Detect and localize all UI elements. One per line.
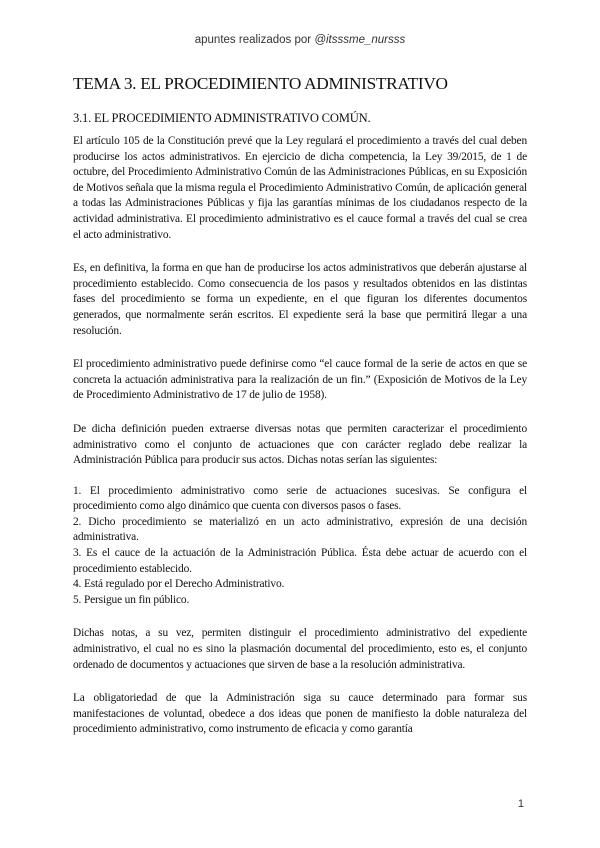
paragraph: La obligatoriedad de que la Administración siga su cauce determinado para formar sus manifestaciones de voluntad, obedece a dos ideas que ponen de manifiesto la doble naturaleza del procedimiento administrativo, como instrumento de eficacia y como garantía [73, 692, 527, 736]
paragraph: Dichas notas, a su vez, permiten distinguir el procedimiento administrativo del expediente administrativo, el cual no es sino la plasmación documental del procedimiento, esto es, el conjunto ordenado de documentos y actuaciones que sirven de base a la resolución administrativa. [73, 627, 527, 671]
document-body [73, 74, 527, 738]
paragraph: Es, en definitiva, la forma en que han de producirse los actos administrativos que deberán ajustarse al procedimiento establecido. Como consecuencia de los pasos y resultados obtenidos en las distintas fases del procedimiento se forma un expediente, en el que figuran los diferentes documentos generados, que normalmente serán escritos. El expediente será la base que permitirá llegar a una resolución. [73, 262, 527, 337]
paragraph: De dicha definición pueden extraerse diversas notas que permiten caracterizar el procedimiento administrativo como el conjunto de actuaciones que con carácter reglado debe realizar la Administración Pública para producir sus actos. Dichas notas serían las siguientes: [73, 422, 527, 467]
page-header [0, 34, 600, 46]
page-number: 1 [517, 798, 524, 810]
list-item: 1. El procedimiento administrativo como serie de actuaciones sucesivas. Se configura el procedimiento como algo dinámico que cuenta con diversos pasos o fases. [73, 484, 527, 513]
paragraph: El artículo 105 de la Constitución prevé que la Ley regulará el procedimiento a través del cual deben producirse los actos administrativos. En ejercicio de dicha competencia, la Ley 39/2015, de 1 de octubre, del Procedimiento Administrativo Común de las Administraciones Públicas, en su Exposición de Motivos señala que la misma regula el Procedimiento Administrativo Común, de aplicación general a todas las Administraciones Públicas y fija las garantías mínimas de los ciudadanos respecto de la actividad administrativa. El procedimiento administrativo es el cauce formal a través del cual se crea el acto administrativo. [73, 135, 527, 241]
section-heading: 3.1. EL PROCEDIMIENTO ADMINISTRATIVO COMÚN. [73, 111, 371, 125]
chapter-title: TEMA 3. EL PROCEDIMIENTO ADMINISTRATIVO [73, 74, 448, 93]
list-item: 2. Dicho procedimiento se materializó en un acto administrativo, expresión de una decisión administrativa. [73, 515, 527, 544]
header-prefix: apuntes realizados por [194, 34, 315, 46]
paragraph: El procedimiento administrativo puede definirse como “el cauce formal de la serie de actos en que se concreta la actuación administrativa para la realización de un fin.” (Exposición de Motivos de la Ley de Procedimiento Administrativo de 17 de julio de 1958). [73, 358, 527, 402]
list-item: 3. Es el cauce de la actuación de la Administración Pública. Ésta debe actuar de acuerdo con el procedimiento establecido. [73, 547, 527, 575]
list-item: 5. Persigue un fin público. [73, 593, 190, 606]
list-item: 4. Está regulado por el Derecho Administrativo. [73, 578, 285, 591]
author-handle: @itsssme_nursss [314, 34, 406, 46]
characteristics-list [73, 484, 527, 609]
